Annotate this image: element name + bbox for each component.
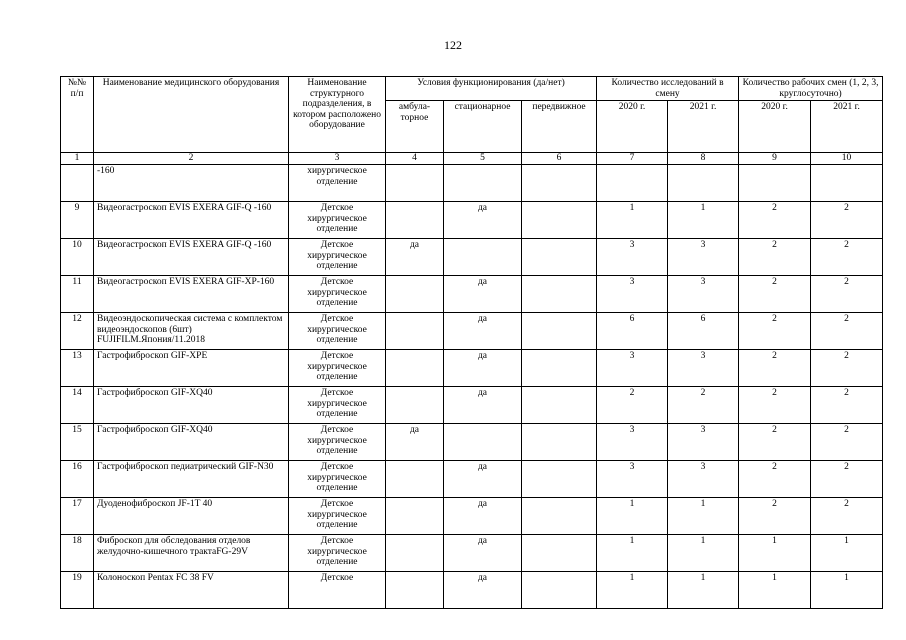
count-2021: 1 (668, 498, 739, 535)
cond-mobile (522, 313, 597, 350)
department: Детское хирургическое отделение (289, 535, 386, 572)
department: Детское хирургическое отделение (289, 239, 386, 276)
row-number: 16 (61, 461, 94, 498)
equipment-name: -160 (94, 165, 289, 202)
count-2021: 3 (668, 350, 739, 387)
shifts-2020 (739, 165, 811, 202)
table-row (61, 165, 883, 202)
row-number: 13 (61, 350, 94, 387)
cond-mobile (522, 572, 597, 609)
shifts-2021: 1 (811, 535, 883, 572)
cond-ambulatory (386, 535, 444, 572)
shifts-2021: 2 (811, 239, 883, 276)
count-2020: 1 (597, 202, 668, 239)
cond-stationary: да (444, 572, 522, 609)
cond-ambulatory (386, 387, 444, 424)
shifts-2021: 2 (811, 498, 883, 535)
equipment-name: Гастрофиброскоп педиатрический GIF-N30 (94, 461, 289, 498)
shifts-2021: 2 (811, 350, 883, 387)
count-2021: 3 (668, 461, 739, 498)
shifts-2021 (811, 165, 883, 202)
cond-stationary: да (444, 276, 522, 313)
cond-ambulatory (386, 313, 444, 350)
cond-ambulatory (386, 276, 444, 313)
table-row (61, 424, 883, 461)
count-2021: 2 (668, 387, 739, 424)
cond-stationary: да (444, 535, 522, 572)
equipment-name: Дуоденофиброскоп JF-1T 40 (94, 498, 289, 535)
cond-ambulatory (386, 350, 444, 387)
equipment-name: Гастрофиброскоп GIF-XQ40 (94, 387, 289, 424)
table-row (61, 276, 883, 313)
shifts-2020: 2 (739, 461, 811, 498)
cond-stationary: да (444, 461, 522, 498)
col-number: 3 (289, 153, 386, 165)
col-number: 8 (668, 153, 739, 165)
equipment-name: Фиброскоп для обследования отделов желудочно-кишечного трактаFG-29V (94, 535, 289, 572)
table-row (61, 387, 883, 424)
count-2021: 3 (668, 276, 739, 313)
count-2021: 3 (668, 424, 739, 461)
row-number: 12 (61, 313, 94, 350)
shifts-2020: 2 (739, 276, 811, 313)
count-2020: 2 (597, 387, 668, 424)
table-row (61, 202, 883, 239)
department: Детское хирургическое отделение (289, 424, 386, 461)
cond-stationary: да (444, 387, 522, 424)
cond-ambulatory (386, 572, 444, 609)
header-shifts-2020: 2020 г. (739, 101, 811, 153)
department: Детское хирургическое отделение (289, 202, 386, 239)
count-2020: 3 (597, 424, 668, 461)
shifts-2021: 2 (811, 387, 883, 424)
col-number: 7 (597, 153, 668, 165)
count-2020: 6 (597, 313, 668, 350)
shifts-2021: 2 (811, 461, 883, 498)
department: Детское (289, 572, 386, 609)
cond-mobile (522, 424, 597, 461)
header-num: №№ п/п (61, 77, 94, 153)
row-number: 19 (61, 572, 94, 609)
cond-mobile (522, 239, 597, 276)
count-2021: 6 (668, 313, 739, 350)
equipment-name: Видеогастроскоп EVIS EXERA GIF-Q -160 (94, 239, 289, 276)
col-number: 9 (739, 153, 811, 165)
cond-stationary (444, 239, 522, 276)
shifts-2020: 2 (739, 239, 811, 276)
row-number: 14 (61, 387, 94, 424)
header-conditions: Условия функционирования (да/нет) (386, 77, 597, 101)
shifts-2020: 2 (739, 424, 811, 461)
table-row (61, 239, 883, 276)
shifts-2020: 1 (739, 572, 811, 609)
cond-ambulatory (386, 165, 444, 202)
row-number: 17 (61, 498, 94, 535)
cond-mobile (522, 387, 597, 424)
row-number: 15 (61, 424, 94, 461)
header-count: Количество исследований в смену (597, 77, 739, 101)
count-2020: 3 (597, 239, 668, 276)
count-2021: 1 (668, 535, 739, 572)
col-number: 4 (386, 153, 444, 165)
cond-stationary (444, 165, 522, 202)
equipment-name: Гастрофиброскоп GIF-XQ40 (94, 424, 289, 461)
col-number: 5 (444, 153, 522, 165)
cond-stationary (444, 424, 522, 461)
department: Детское хирургическое отделение (289, 350, 386, 387)
cond-mobile (522, 535, 597, 572)
table-row (61, 461, 883, 498)
col-number: 2 (94, 153, 289, 165)
cond-mobile (522, 165, 597, 202)
column-number-row (61, 153, 883, 165)
shifts-2021: 2 (811, 313, 883, 350)
table-row (61, 350, 883, 387)
page-number: 122 (444, 38, 462, 52)
cond-mobile (522, 276, 597, 313)
count-2021: 1 (668, 202, 739, 239)
equipment-name: Колоноскоп Pentax FC 38 FV (94, 572, 289, 609)
department: Детское хирургическое отделение (289, 313, 386, 350)
shifts-2020: 2 (739, 313, 811, 350)
cond-mobile (522, 202, 597, 239)
shifts-2020: 1 (739, 535, 811, 572)
count-2021: 1 (668, 572, 739, 609)
row-number (61, 165, 94, 202)
count-2020: 3 (597, 276, 668, 313)
shifts-2021: 2 (811, 276, 883, 313)
cond-mobile (522, 498, 597, 535)
cond-ambulatory (386, 498, 444, 535)
shifts-2021: 1 (811, 572, 883, 609)
department: Детское хирургическое отделение (289, 498, 386, 535)
shifts-2020: 2 (739, 498, 811, 535)
col-number: 6 (522, 153, 597, 165)
cond-mobile (522, 461, 597, 498)
header-shifts-2021: 2021 г. (811, 101, 883, 153)
cond-stationary: да (444, 350, 522, 387)
equipment-name: Видеоэндоскопическая система с комплектом видеоэндоскопов (6шт) FUJIFILM.Япония/11.2018 (94, 313, 289, 350)
count-2020: 1 (597, 535, 668, 572)
col-number: 1 (61, 153, 94, 165)
cond-ambulatory (386, 461, 444, 498)
table-row (61, 498, 883, 535)
header-name: Наименование медицинского оборудования (94, 77, 289, 153)
header-cond-mob: передвижное (522, 101, 597, 153)
shifts-2021: 2 (811, 424, 883, 461)
row-number: 10 (61, 239, 94, 276)
row-number: 11 (61, 276, 94, 313)
equipment-name: Видеогастроскоп EVIS EXERA GIF-Q -160 (94, 202, 289, 239)
equipment-name: Видеогастроскоп EVIS EXERA GIF-XP-160 (94, 276, 289, 313)
table-row (61, 535, 883, 572)
equipment-table (60, 76, 883, 609)
header-count-2021: 2021 г. (668, 101, 739, 153)
shifts-2021: 2 (811, 202, 883, 239)
count-2020: 1 (597, 498, 668, 535)
header-count-2020: 2020 г. (597, 101, 668, 153)
count-2020: 3 (597, 461, 668, 498)
cond-ambulatory (386, 202, 444, 239)
header-cond-amb: амбула-торное (386, 101, 444, 153)
col-number: 10 (811, 153, 883, 165)
shifts-2020: 2 (739, 202, 811, 239)
cond-ambulatory: да (386, 424, 444, 461)
count-2020: 1 (597, 572, 668, 609)
header-dept: Наименование структурного подразделения, в котором расположено оборудование (289, 77, 386, 153)
cond-stationary: да (444, 313, 522, 350)
count-2020 (597, 165, 668, 202)
department: Детское хирургическое отделение (289, 461, 386, 498)
table-row (61, 572, 883, 609)
row-number: 9 (61, 202, 94, 239)
count-2020: 3 (597, 350, 668, 387)
department: хирургическое отделение (289, 165, 386, 202)
cond-stationary: да (444, 498, 522, 535)
shifts-2020: 2 (739, 387, 811, 424)
count-2021: 3 (668, 239, 739, 276)
count-2021 (668, 165, 739, 202)
equipment-name: Гастрофиброскоп GIF-XPE (94, 350, 289, 387)
cond-mobile (522, 350, 597, 387)
department: Детское хирургическое отделение (289, 387, 386, 424)
header-shifts: Количество рабочих смен (1, 2, 3, круглосуточно) (739, 77, 883, 101)
shifts-2020: 2 (739, 350, 811, 387)
header-cond-stat: стационарное (444, 101, 522, 153)
cond-stationary: да (444, 202, 522, 239)
cond-ambulatory: да (386, 239, 444, 276)
row-number: 18 (61, 535, 94, 572)
table-row (61, 313, 883, 350)
department: Детское хирургическое отделение (289, 276, 386, 313)
